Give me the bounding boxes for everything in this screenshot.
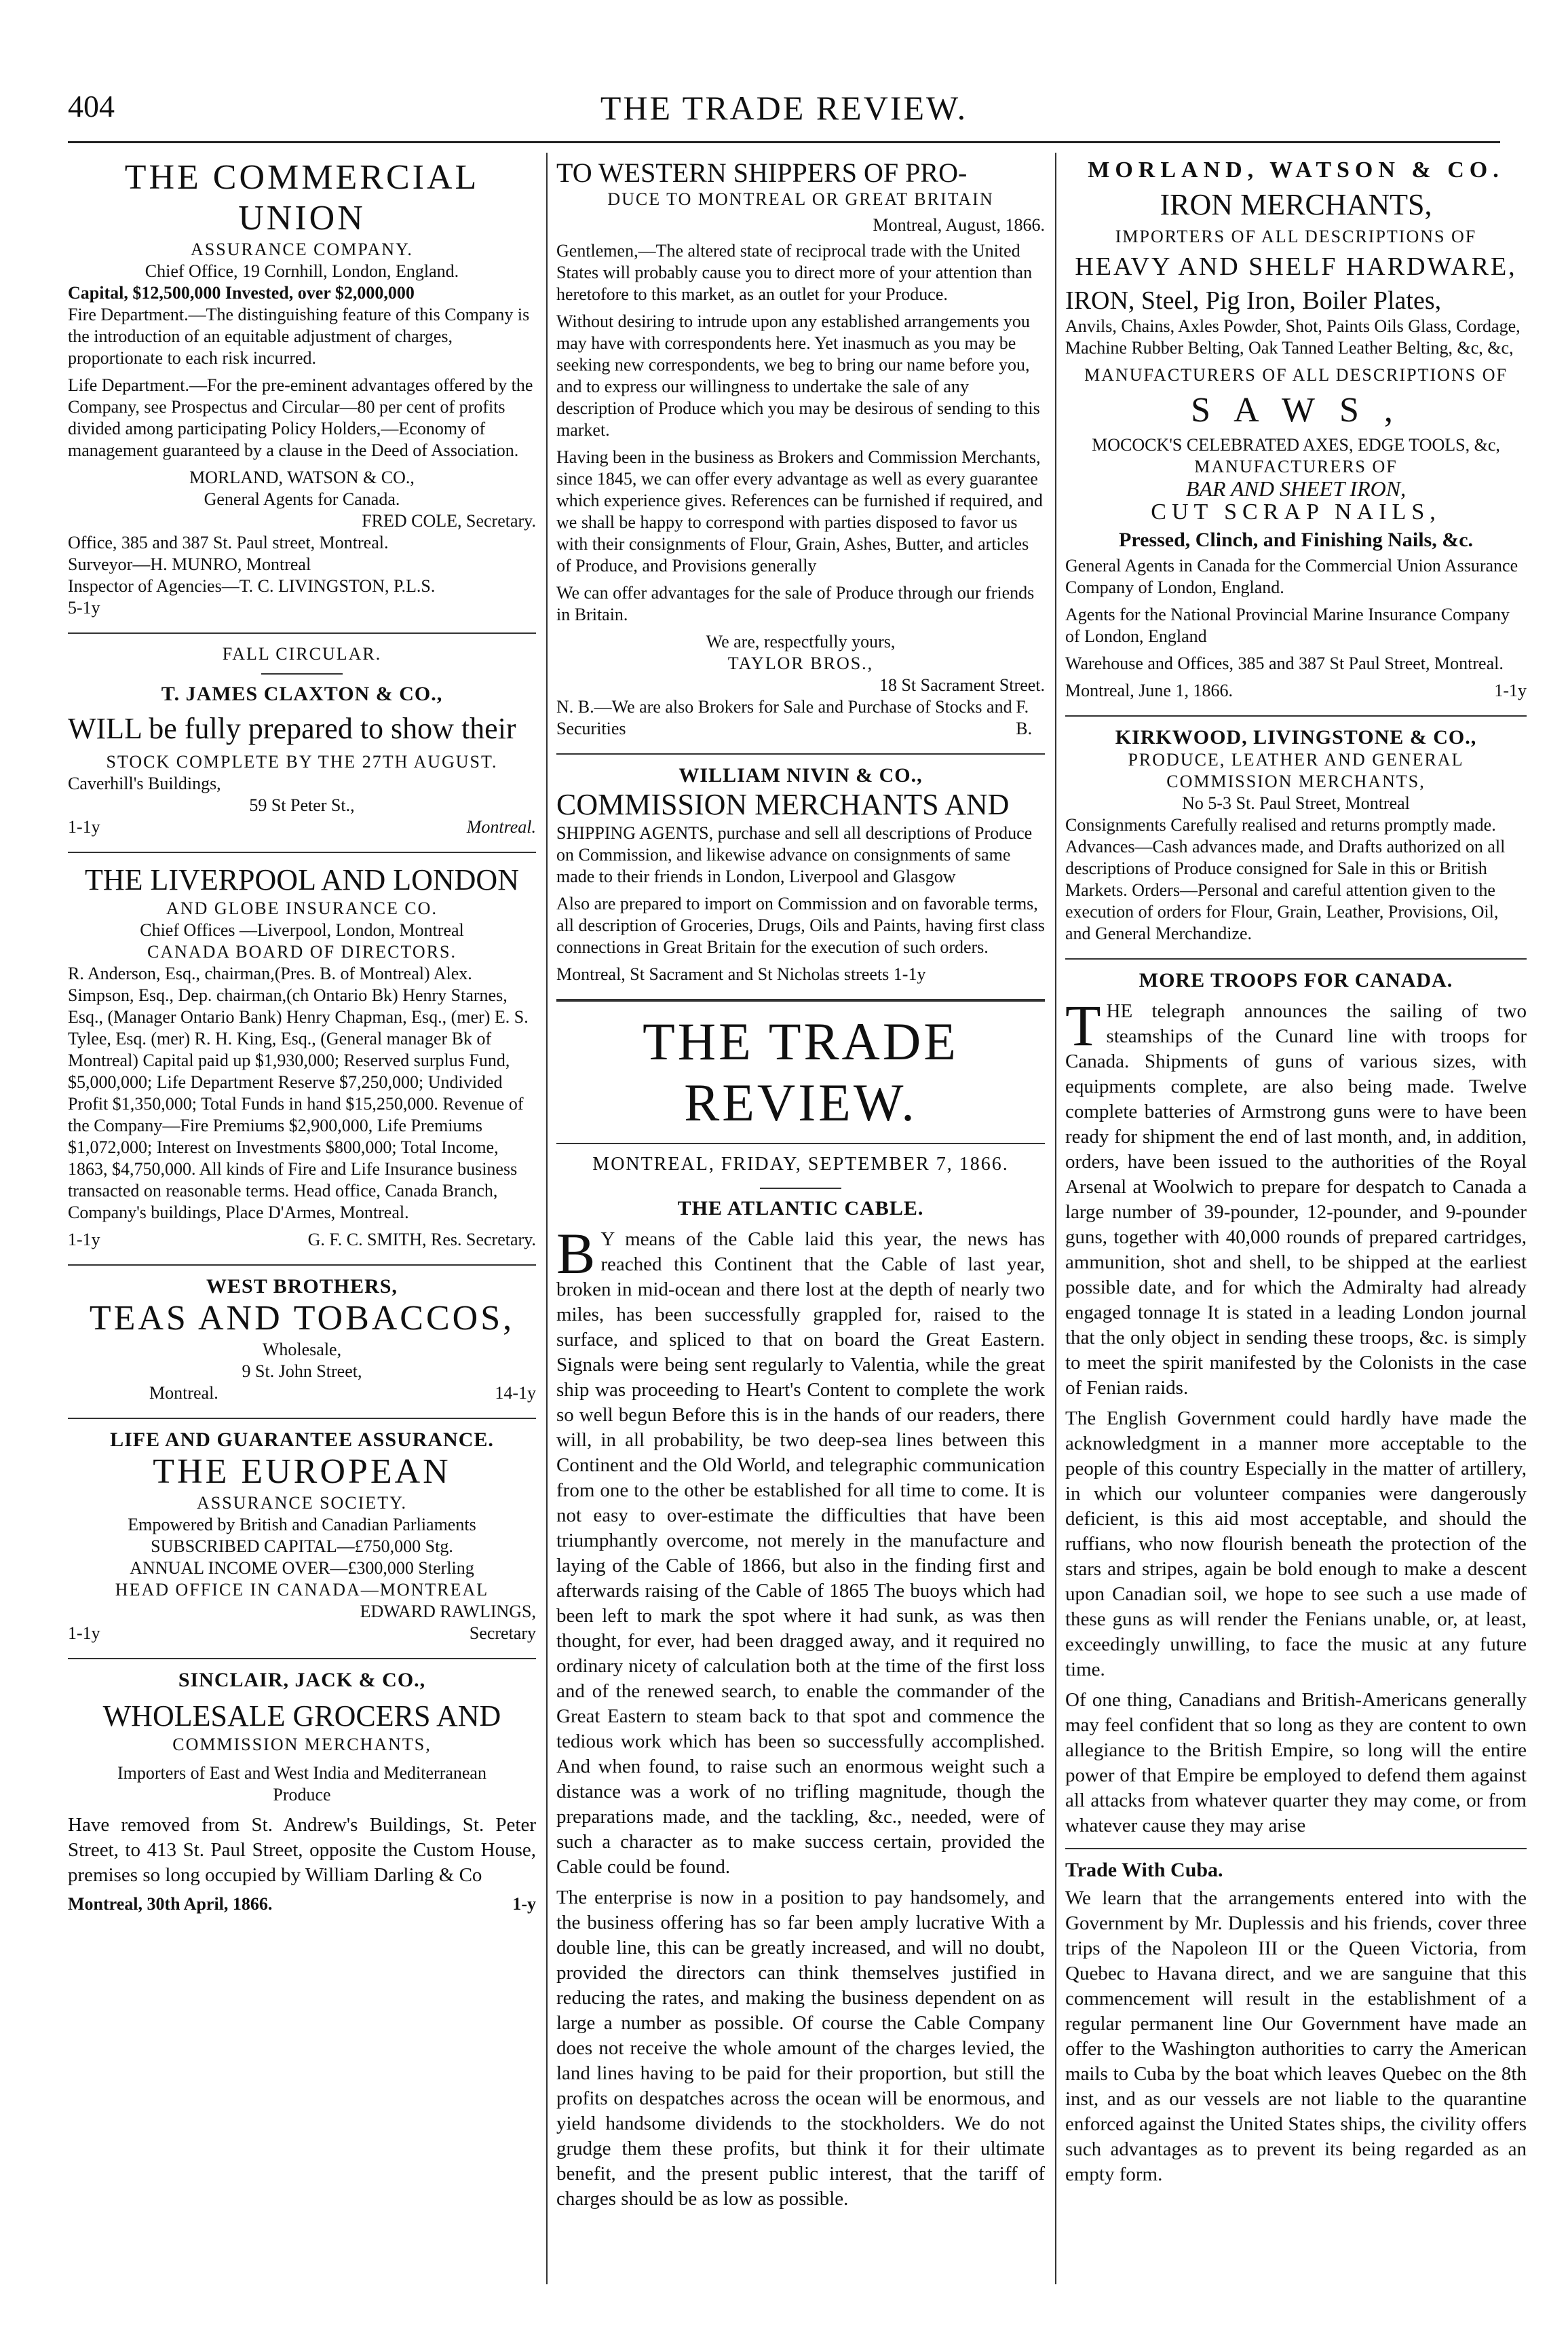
ad-nb-code: F. B.: [1016, 697, 1033, 738]
article-atlantic-cable: [556, 1197, 1045, 2212]
masthead: THE TRADE REVIEW.: [643, 1012, 959, 1132]
header-rule: [68, 141, 1500, 143]
ad-life: Life Department.—For the pre-eminent advantages offered by the Company, see Prospectus and Circular—80 per cent of profits divided among participating Policy Holders,—Economy of management guaranteed by a clause in the Deed of Association.: [68, 375, 533, 460]
article-body: [556, 1221, 1045, 1880]
ad-text: Also are prepared to import on Commission and on favorable terms, all description of Groceries, Drugs, Oils and Paints, having first class connections in Great Britain for the execution of such orders.: [556, 894, 1045, 957]
running-title: THE TRADE REVIEW.: [600, 89, 968, 127]
ad-date: Montreal, June 1, 1866.: [1065, 681, 1233, 700]
ad-code: 1-1y: [1494, 681, 1527, 700]
ad-saws: S A W S ,: [1191, 391, 1401, 430]
ad-code: 1-1y: [68, 1230, 100, 1249]
ad-mfr-2: MANUFACTURERS OF: [1194, 457, 1398, 476]
page-header: [68, 88, 1500, 136]
ad-dateline: Montreal, August, 1866.: [873, 215, 1045, 235]
ad-empowered: Empowered by British and Canadian Parliaments: [128, 1515, 476, 1534]
ad-kirkwood: [1065, 726, 1527, 945]
ad-title: THE COMMERCIAL UNION: [124, 158, 480, 238]
ad-stock: STOCK COMPLETE BY THE 27TH AUGUST.: [106, 752, 498, 772]
ad-iron: IRON, Steel, Pig Iron, Boiler Plates,: [1065, 286, 1442, 315]
ad-kicker: FALL CIRCULAR.: [222, 644, 382, 664]
ad-code: 1-1y: [68, 1623, 100, 1643]
article-trade-cuba: [1065, 1859, 1527, 2187]
ad-nivin: [556, 764, 1045, 985]
ad-paragraph: Without desiring to intrude upon any established arrangements you may have with correspondents here. Yet inasmuch as you may be seeking new correspondents, we beg to bring our name before you, and to express our willingness to undertake the sale of any description of Produce which you may be desirous of sending to this market.: [556, 311, 1040, 440]
ad-subtitle: ASSURANCE COMPANY.: [191, 240, 413, 259]
ad-paragraph: Gentlemen,—The altered state of reciprocal trade with the United States will probably cause you to direct more of your attention than heretofore to this market, as an outlet for your Produce.: [556, 241, 1033, 304]
ad-closing: We are, respectfully yours,: [706, 632, 896, 651]
column-3: [1065, 157, 1527, 2291]
drop-cap: B: [556, 1221, 596, 1286]
article-text-3: Of one thing, Canadians and British-Americans generally may feel confident that so long as they are content to own allegiance to the British Empire, so long will the entire power of that Empire be employed to defend them against all attacks from whatever quarter they may come, or from whatever cause they may arise: [1065, 1689, 1527, 1836]
ad-name: EDWARD RAWLINGS,: [360, 1602, 536, 1621]
ad-title: TEAS AND TOBACCOS,: [89, 1299, 515, 1338]
ad-warehouse: Warehouse and Offices, 385 and 387 St Paul Street, Montreal.: [1065, 654, 1504, 673]
ad-nb: N. B.—We are also Brokers for Sale and Purchase of Stocks and Securities: [556, 697, 1012, 738]
ad-fire: Fire Department.—The distinguishing feature of this Company is the introduction of an equitable adjustment of charges, proportionate to each risk incurred.: [68, 305, 530, 368]
ad-agents-2: Agents for the National Provincial Marine Insurance Company of London, England: [1065, 605, 1510, 646]
ad-subtitle: DUCE TO MONTREAL OR GREAT BRITAIN: [607, 189, 994, 209]
ad-morland-watson: [1065, 157, 1527, 702]
ad-title: THE EUROPEAN: [153, 1452, 451, 1491]
ad-inspector: Inspector of Agencies—T. C. LIVINGSTON, P.L.S.: [68, 576, 436, 596]
separator: [68, 632, 536, 634]
issue-dateline: MONTREAL, FRIDAY, SEPTEMBER 7, 1866.: [592, 1154, 1009, 1175]
article-heading: MORE TROOPS FOR CANADA.: [1139, 969, 1453, 991]
ad-footer: [68, 1623, 536, 1644]
ad-footer: [68, 816, 536, 838]
article-body: [1065, 993, 1527, 1401]
ad-secretary: G. F. C. SMITH, Res. Secretary.: [307, 1230, 536, 1249]
ad-title: WHOLESALE GROCERS AND: [102, 1699, 501, 1733]
ad-agents: General Agents in Canada for the Commercial Union Assurance Company of London, England.: [1065, 556, 1518, 597]
ad-building: Caverhill's Buildings,: [68, 774, 221, 793]
ad-nb-line: [556, 696, 1045, 740]
separator: [68, 852, 536, 853]
ad-title: MORLAND, WATSON & CO.: [1088, 157, 1504, 183]
ad-offices: Chief Offices —Liverpool, London, Montreal: [140, 920, 464, 940]
separator: [68, 1418, 536, 1419]
ad-code: 5-1y: [68, 598, 100, 618]
ad-produce: Produce: [273, 1785, 331, 1804]
ad-west-brothers: [68, 1275, 536, 1404]
ad-pressed: Pressed, Clinch, and Finishing Nails, &c.: [1118, 529, 1474, 551]
ad-text: SHIPPING AGENTS, purchase and sell all descriptions of Produce on Commission, and likewise advance on consignments of same made to their friends in London, Liverpool and Glasgow: [556, 823, 1033, 886]
ad-mocock: MOCOCK'S CELEBRATED AXES, EDGE TOOLS, &c,: [1092, 435, 1500, 455]
column-2: [556, 157, 1045, 2291]
ad-wholesale: Wholesale,: [262, 1340, 342, 1359]
ad-footer: [68, 1893, 536, 1915]
ad-address: 59 St Peter St.,: [249, 795, 355, 815]
separator: [1065, 1848, 1527, 1849]
drop-cap: T: [1065, 993, 1101, 1058]
ad-kicker: WEST BROTHERS,: [206, 1275, 398, 1298]
ad-address: Montreal, St Sacrament and St Nicholas streets 1-1y: [556, 964, 926, 984]
ad-footer: [68, 1382, 536, 1404]
ad-kicker: LIFE AND GUARANTEE ASSURANCE.: [110, 1429, 494, 1451]
ad-subtitle: COMMISSION MERCHANTS,: [172, 1735, 432, 1754]
ad-subtitle: AND GLOBE INSURANCE CO.: [166, 899, 438, 918]
ad-signature: TAYLOR BROS.,: [727, 654, 874, 673]
ad-western-shippers: [556, 157, 1045, 740]
ad-code: 1-1y: [68, 817, 100, 837]
ad-nails: CUT SCRAP NAILS,: [1151, 499, 1441, 525]
ad-text: R. Anderson, Esq., chairman,(Pres. B. of Montreal) Alex. Simpson, Esq., Dep. chairman,(ch Ontario Bk) Henry Starnes, Esq., (Manager Ontario Bank) Henry Chapman, Esq., (mer) E. S. Tylee, Esq. (mer) R. H. King, Esq., (General manager Bk of Montreal) Capital paid up $1,930,000; Reserved surplus Fund, $5,000,000; Life Department Reserve $7,250,000; Undivided Profit $1,350,000; Total Funds in hand $15,250,000. Revenue of the Company—Fire Premiums $2,900,000, Life Premiums $1,072,000; Interest on Investments $800,000; Total Income, 1863, $4,750,000. All kinds of Fire and Life Insurance business transacted on reasonable terms. Head office, Canada Branch, Company's buildings, Place D'Armes, Montreal.: [68, 964, 529, 1222]
ad-role: Secretary: [469, 1623, 536, 1643]
ad-address: 9 St. John Street,: [242, 1361, 362, 1381]
ad-footer: [68, 1229, 536, 1251]
article-text: We learn that the arrangements entered into with the Government by Mr. Duplessis and his friends, cover three trips of the Napoleon III or the Queen Victoria, from Quebec to Havana direct, and we are sanguine that this commencement will result in the establishment of a regular permanent line Our Government have made an offer to the Washington authorities to carry the American mails to Cuba by the boat which leaves Quebec on the 8th inst, and as our vessels are not liable to the quarantine enforced against the United States ships, the civility offers such advantages as to prevent its being regarded as an empty form.: [1065, 1887, 1527, 2185]
ad-text: Have removed from St. Andrew's Buildings, St. Peter Street, to 413 St. Paul Street, opposite the Custom House, premises so long occupied by William Darling & Co: [68, 1814, 536, 1886]
article-text-2: The English Government could hardly have made the acknowledgment in a manner more acceptable to the people of this country Especially in the matter of artillery, in which our volunteer companies were dangerously deficient, is this aid most acceptable, and should the ruffians, who now flourish beneath the protection of the stars and stripes, again be bold enough to make a descent upon Canadian soil, we hope to see such a use made of these guns as will render the Fenians unable, or, at least, exceedingly unwilling, to face the music at any future time.: [1065, 1407, 1527, 1680]
ad-address: 18 St Sacrament Street.: [879, 675, 1045, 695]
ad-kicker: SINCLAIR, JACK & CO.,: [178, 1669, 426, 1691]
ad-hardware: HEAVY AND SHELF HARDWARE,: [1075, 252, 1517, 281]
article-heading: Trade With Cuba.: [1065, 1859, 1223, 1881]
separator: [556, 999, 1045, 1002]
separator: [556, 1143, 1045, 1144]
column-rule-1: [546, 153, 548, 2284]
ad-name: T. JAMES CLAXTON & CO.,: [161, 683, 443, 705]
ad-office-2: Office, 385 and 387 St. Paul street, Montreal.: [68, 533, 389, 552]
ad-title: COMMISSION MERCHANTS AND: [556, 788, 1010, 821]
ad-european: [68, 1429, 536, 1644]
ad-bar: BAR AND SHEET IRON,: [1185, 476, 1407, 501]
ad-city: Montreal.: [466, 817, 536, 837]
separator: [68, 1658, 536, 1659]
ad-subtitle: ASSURANCE SOCIETY.: [196, 1493, 407, 1513]
separator: [556, 753, 1045, 755]
page-number: 404: [68, 89, 115, 124]
ad-city: Montreal.: [149, 1383, 218, 1403]
ad-importers: IMPORTERS OF ALL DESCRIPTIONS OF: [1115, 227, 1477, 246]
ad-footer: [1065, 680, 1527, 702]
ad-sinclair: [68, 1669, 536, 1915]
article-text: HE telegraph announces the sailing of two steamships of the Cunard line with troops for Canada. Shipments of guns of various sizes, with equipments complete, are also being made. Twelve complete batteries of Armstrong guns were to have been ready for shipment the end of last month, and, in addition, orders, have been issued to the authorities of the Royal Arsenal at Woolwich to prepare for despatch to Canada a large number of 39-pounder, 12-pounder, and 9-pounder guns, together with 40,000 rounds of prepared cartridges, ammunition, shot and shell, to be shipped at the earliest possible date, and for which the Admiralty had already engaged tonnage It is stated in a leading London journal that the only object in sending these troops, &c. is simply to meet the spirit manifested by the Colonists in the case of Fenian raids.: [1065, 1000, 1527, 1399]
short-rule: [760, 1188, 841, 1189]
short-rule: [261, 673, 343, 675]
separator: [68, 1264, 536, 1266]
ad-text: Consignments Carefully realised and returns promptly made. Advances—Cash advances made, and Drafts authorized on all descriptions of Produce consigned for Sale in this or British Markets. Orders—Personal and careful attention given to the execution of orders for Flour, Grain, Leather, Provisions, Oil, and General Merchandize.: [1065, 815, 1506, 943]
ad-paragraph: We can offer advantages for the sale of Produce through our friends in Britain.: [556, 583, 1035, 624]
ad-agents-2: General Agents for Canada.: [204, 489, 400, 509]
ad-title: THE LIVERPOOL AND LONDON: [85, 863, 519, 896]
article-heading: THE ATLANTIC CABLE.: [677, 1197, 924, 1220]
ad-lead: WILL be fully prepared to show their: [68, 712, 516, 745]
ad-subtitle: IRON MERCHANTS,: [1160, 188, 1432, 221]
article-more-troops: [1065, 969, 1527, 1838]
ad-title: TO WESTERN SHIPPERS OF PRO-: [556, 157, 968, 188]
ad-iron-text: Anvils, Chains, Axles Powder, Shot, Paints Oils Glass, Cordage, Machine Rubber Belting, Oak Tanned Leather Belting, &c, &c,: [1065, 316, 1521, 358]
ad-code: 14-1y: [495, 1383, 536, 1403]
ad-head-office: HEAD OFFICE IN CANADA—MONTREAL: [115, 1580, 489, 1600]
ad-title: PRODUCE, LEATHER AND GENERAL COMMISSION MERCHANTS,: [1128, 750, 1464, 791]
ad-income: ANNUAL INCOME OVER—£300,000 Sterling: [130, 1558, 474, 1578]
ad-capital: SUBSCRIBED CAPITAL—£750,000 Stg.: [151, 1536, 453, 1556]
ad-secretary: FRED COLE, Secretary.: [362, 511, 536, 531]
ad-agents: MORLAND, WATSON & CO.,: [189, 468, 415, 487]
ad-code: 1-y: [512, 1894, 536, 1914]
ad-claxton: [68, 643, 536, 838]
ad-paragraph: Having been in the business as Brokers and Commission Merchants, since 1845, we can offer every advantage as well as every guarantee which experience gives. References can be furnished if required, and we shall be happy to correspond with parties disposed to favor us with their consignments of Flour, Grain, Ashes, Butter, and articles of Produce, and Provisions generally: [556, 447, 1043, 575]
ad-commercial-union: [68, 157, 536, 619]
ad-office: Chief Office, 19 Cornhill, London, England.: [145, 261, 459, 281]
separator: [1065, 715, 1527, 717]
ad-board: CANADA BOARD OF DIRECTORS.: [147, 942, 457, 962]
column-rule-2: [1055, 153, 1056, 2284]
ad-capital: Capital, $12,500,000 Invested, over $2,000,000: [68, 283, 415, 303]
ad-importers: Importers of East and West India and Mediterranean: [117, 1763, 486, 1783]
column-1: [68, 157, 536, 2291]
ad-mfr: MANUFACTURERS OF ALL DESCRIPTIONS OF: [1084, 365, 1508, 385]
ad-surveyor: Surveyor—H. MUNRO, Montreal: [68, 554, 311, 574]
ad-kicker: KIRKWOOD, LIVINGSTONE & CO.,: [1115, 726, 1477, 749]
article-text: Y means of the Cable laid this year, the news has reached this Continent that the Cable of last year, broken in mid-ocean and there lost at the depth of nearly two miles, has been successfully grappled for, raised to the surface, and spliced to that on board the Great Eastern. Signals were being sent regularly to Valentia, while the great ship was proceeding to Heart's Content to complete the work so well begun Before this is in the hands of our readers, there will, in all probability, be two deep-sea lines between this Continent and the Old World, and telegraphic communication from one to the other be established for all time to come. It is not easy to over-estimate the difficulties that have been triumphantly overcome, not merely in the manufacture and laying of the Cable of 1866, but also in the finding first and afterwards raising of the Cable of 1865 The buoys which had been left to mark the spot where it had sunk, as was then thought, for ever, had been dragged away, and it required no ordinary nicety of calculation both at the time of the first loss and of the renewed search, to enable the commander of the Great Eastern to steam back to that spot and commence the tedious work which has been so successfully accomplished. And when found, to raise such an enormous weight such a distance was a work of no trifling magnitude, though the preparations made, and the tackling, &c., needed, were of such a character as to make success certain, provided the Cable could be found.: [556, 1228, 1045, 1878]
ad-liverpool: [68, 863, 536, 1251]
ad-date: Montreal, 30th April, 1866.: [68, 1894, 273, 1914]
article-text-2: The enterprise is now in a position to pay handsomely, and the business offering has so far been amply lucrative With a double line, this can be greatly increased, and will no doubt, provided the directors can think themselves justified in reducing the rates, and making the business dependent on as large a number as possible. Of course the Cable Company does not receive the whole amount of the charges levied, the land lines having to be paid for their proportion, but still the profits on despatches across the ocean will be enormous, and yield handsome dividends to the stockholders. We do not grudge them these profits, but think it for their ultimate benefit, and the present public interest, that the tariff of charges should be as low as possible.: [556, 1887, 1045, 2210]
ad-address: No 5-3 St. Paul Street, Montreal: [1182, 793, 1410, 813]
separator: [1065, 958, 1527, 960]
ad-kicker: WILLIAM NIVIN & CO.,: [678, 764, 923, 787]
